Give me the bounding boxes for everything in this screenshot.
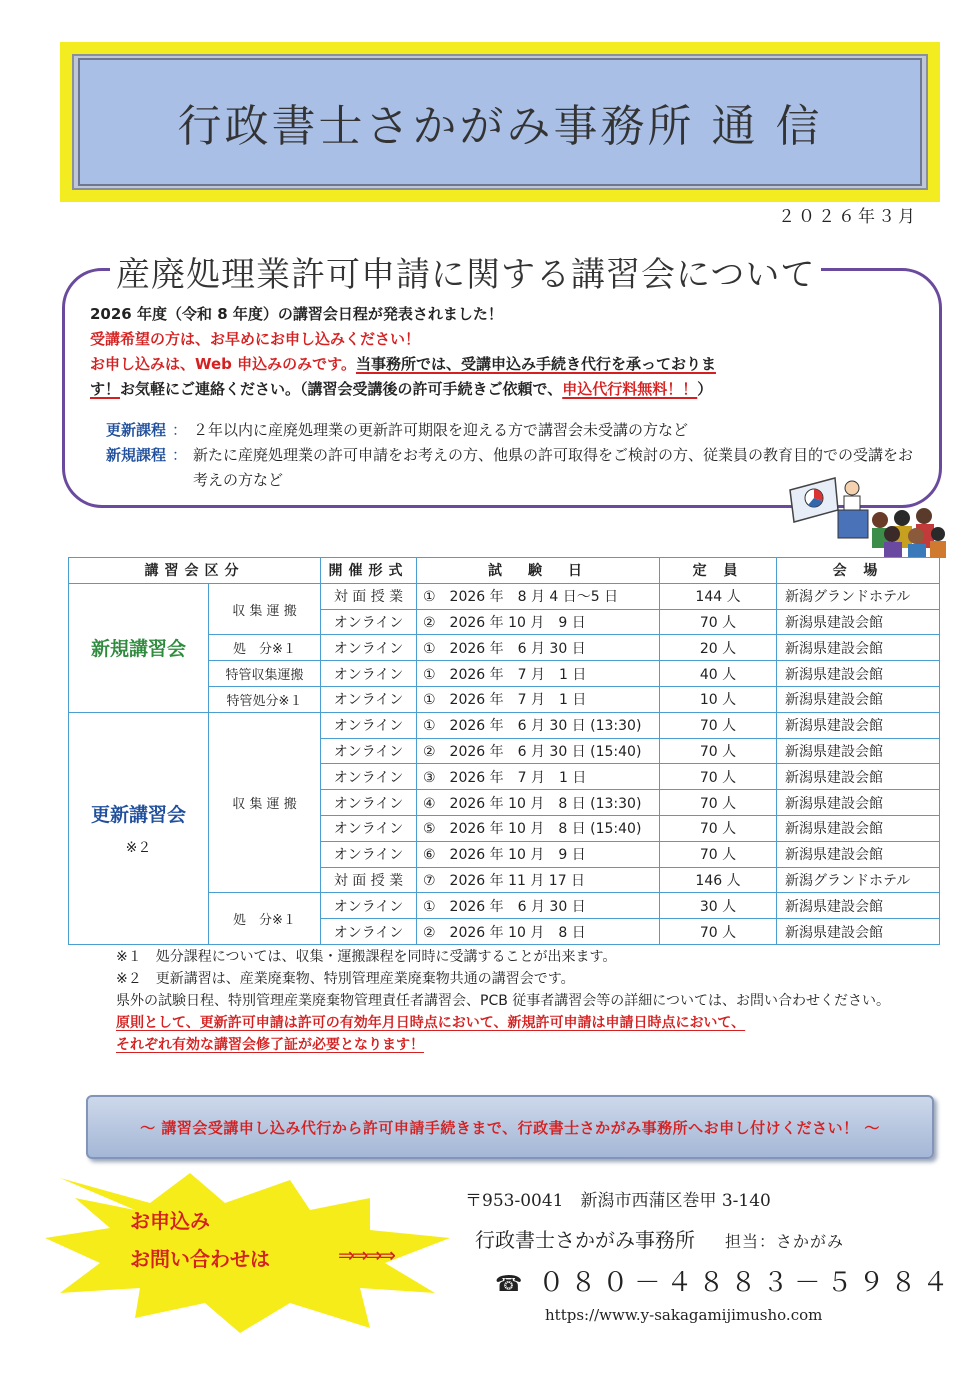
sub-category: 収 集 運 搬 <box>209 712 321 893</box>
format-cell: オンライン <box>321 609 417 635</box>
phone-line <box>495 1262 954 1299</box>
header-panel <box>78 58 922 186</box>
category-renew-note: ※２ <box>125 839 152 856</box>
venue-cell: 新潟グランドホテル <box>777 867 940 893</box>
course-description: ２年以内に産廃処理業の更新許可期限を迎える方で講習会未受講の方など <box>193 421 689 439</box>
capacity-cell: 20 人 <box>660 635 777 661</box>
sub-category: 収 集 運 搬 <box>209 583 321 635</box>
footnote-2: ※２ 更新講習は、産業廃棄物、特別管理産業廃棄物共通の講習会です。 <box>116 971 575 987</box>
sub-category: 特管処分※１ <box>209 686 321 712</box>
main-title: 産廃処理業許可申請に関する講習会について <box>110 247 821 296</box>
venue-cell: 新潟県建設会館 <box>777 893 940 919</box>
capacity-cell: 146 人 <box>660 867 777 893</box>
date-cell: ⑤ 2026 年 10 月 8 日 (15:40) <box>417 815 660 841</box>
venue-cell: 新潟県建設会館 <box>777 686 940 712</box>
header-date: 試 験 日 <box>417 558 660 584</box>
sub-category: 処 分※１ <box>209 893 321 945</box>
capacity-cell: 70 人 <box>660 738 777 764</box>
address: 〒953-0041 新潟市西蒲区巻甲 3-140 <box>465 1191 771 1211</box>
format-cell: オンライン <box>321 815 417 841</box>
capacity-cell: 70 人 <box>660 609 777 635</box>
course-renewal <box>106 418 926 443</box>
header-format: 開催形式 <box>321 558 417 584</box>
contact-block <box>465 1186 955 1324</box>
format-cell: オンライン <box>321 841 417 867</box>
date-cell: ① 2026 年 8 月 4 日～5 日 <box>417 583 660 609</box>
sub-category: 特管収集運搬 <box>209 661 321 687</box>
date-cell: ① 2026 年 6 月 30 日 <box>417 635 660 661</box>
capacity-cell: 70 人 <box>660 841 777 867</box>
proxy-service-text: 当事務所では、受講申込み手続き代行を承っておりま <box>355 355 716 373</box>
callout-apply: お申込み <box>130 1209 210 1233</box>
table-row <box>69 712 940 738</box>
important-notice-2: それぞれ有効な講習会修了証が必要となります！ <box>116 1037 424 1053</box>
footnote-3: 県外の試験日程、特別管理産業廃棄物管理責任者講習会、PCB 従事者講習会等の詳細については、お問い合わせください。 <box>116 993 890 1009</box>
intro-line-4-b: お気軽にご連絡ください。（講習会受講後の許可手続きご依頼で、 <box>120 380 563 398</box>
category-new: 新規講習会 <box>69 583 209 712</box>
capacity-cell: 40 人 <box>660 661 777 687</box>
table-row <box>69 583 940 609</box>
header-capacity: 定 員 <box>660 558 777 584</box>
intro-line-4-end: ） <box>697 380 713 398</box>
footnote-1: ※１ 処分課程については、収集・運搬課程を同時に受講することが出来ます。 <box>116 949 617 965</box>
banner-text: ～ 講習会受講申し込み代行から許可申請手続きまで、行政書士さかがみ事務所へお申し付けください！ ～ <box>140 1118 880 1137</box>
web-only-notice: お申し込みは、Web 申込みのみです。 <box>90 355 356 373</box>
date-cell: ① 2026 年 6 月 30 日 <box>417 893 660 919</box>
format-cell: オンライン <box>321 790 417 816</box>
capacity-cell: 70 人 <box>660 815 777 841</box>
free-fee-notice: 申込代行料無料！！ <box>562 380 698 398</box>
format-cell: オンライン <box>321 764 417 790</box>
course-separator: ： <box>172 446 188 464</box>
venue-cell: 新潟グランドホテル <box>777 583 940 609</box>
venue-cell: 新潟県建設会館 <box>777 764 940 790</box>
date-cell: ⑥ 2026 年 10 月 9 日 <box>417 841 660 867</box>
capacity-cell: 30 人 <box>660 893 777 919</box>
venue-cell: 新潟県建設会館 <box>777 712 940 738</box>
sub-category: 処 分※１ <box>209 635 321 661</box>
date-cell: ① 2026 年 7 月 1 日 <box>417 686 660 712</box>
date-cell: ② 2026 年 6 月 30 日 (15:40) <box>417 738 660 764</box>
footnotes <box>116 946 896 1056</box>
capacity-cell: 70 人 <box>660 764 777 790</box>
date-cell: ② 2026 年 10 月 8 日 <box>417 919 660 945</box>
newsletter-title: 行政書士さかがみ事務所 通 信 <box>177 101 823 152</box>
arrow-icon: ⇒⇒⇒⇒ <box>338 1243 394 1267</box>
date-cell: ① 2026 年 6 月 30 日 (13:30) <box>417 712 660 738</box>
phone-number[interactable]: ０８０－４８８３－５９８４ <box>538 1268 955 1298</box>
capacity-cell: 70 人 <box>660 790 777 816</box>
header-venue: 会 場 <box>777 558 940 584</box>
capacity-cell: 70 人 <box>660 712 777 738</box>
venue-cell: 新潟県建設会館 <box>777 919 940 945</box>
venue-cell: 新潟県建設会館 <box>777 738 940 764</box>
capacity-cell: 10 人 <box>660 686 777 712</box>
office-line <box>475 1224 844 1253</box>
date-cell: ⑦ 2026 年 11 月 17 日 <box>417 867 660 893</box>
format-cell: オンライン <box>321 738 417 764</box>
callout-inquiry: お問い合わせは <box>130 1247 270 1271</box>
format-cell: オンライン <box>321 661 417 687</box>
course-label: 更新課程 <box>106 421 167 439</box>
header-category: 講習会区分 <box>69 558 321 584</box>
category-renew: 更新講習会 ※２ <box>69 712 209 944</box>
schedule-table <box>68 557 940 945</box>
format-cell: 対 面 授 業 <box>321 583 417 609</box>
venue-cell: 新潟県建設会館 <box>777 609 940 635</box>
format-cell: オンライン <box>321 686 417 712</box>
website-url[interactable]: https://www.y-sakagamijimusho.com <box>545 1306 823 1324</box>
intro-line-2: 受講希望の方は、お早めにお申し込みください！ <box>90 330 421 348</box>
service-banner <box>86 1095 934 1159</box>
date-cell: ② 2026 年 10 月 9 日 <box>417 609 660 635</box>
format-cell: オンライン <box>321 893 417 919</box>
venue-cell: 新潟県建設会館 <box>777 790 940 816</box>
intro-line-4 <box>90 377 920 402</box>
date-cell: ④ 2026 年 10 月 8 日 (13:30) <box>417 790 660 816</box>
office-name: 行政書士さかがみ事務所 <box>475 1228 695 1252</box>
phone-icon: ☎ <box>495 1272 529 1297</box>
format-cell: オンライン <box>321 635 417 661</box>
header-plaque <box>60 42 940 202</box>
venue-cell: 新潟県建設会館 <box>777 815 940 841</box>
intro-text <box>90 302 920 402</box>
contact-person: 担当：さかがみ <box>725 1232 845 1251</box>
course-description: 新たに産廃処理業の許可申請をお考えの方、他県の許可取得をご検討の方、従業員の教育目的での受講をお考えの方など <box>193 446 914 489</box>
venue-cell: 新潟県建設会館 <box>777 661 940 687</box>
course-label: 新規課程 <box>106 446 167 464</box>
intro-line-1: 2026 年度（令和 8 年度）の講習会日程が発表されました！ <box>90 305 503 323</box>
date-cell: ③ 2026 年 7 月 1 日 <box>417 764 660 790</box>
format-cell: オンライン <box>321 919 417 945</box>
date-cell: ① 2026 年 7 月 1 日 <box>417 661 660 687</box>
course-separator: ： <box>172 421 188 439</box>
important-notice-1: 原則として、更新許可申請は許可の有効年月日時点において、新規許可申請は申請日時点において、 <box>116 1015 746 1031</box>
format-cell: 対 面 授 業 <box>321 867 417 893</box>
venue-cell: 新潟県建設会館 <box>777 635 940 661</box>
issue-date: ２０２６年３月 <box>778 207 918 227</box>
intro-line-3 <box>90 352 920 377</box>
table-header-row <box>69 558 940 584</box>
lecture-illustration-icon <box>780 470 950 560</box>
format-cell: オンライン <box>321 712 417 738</box>
capacity-cell: 144 人 <box>660 583 777 609</box>
capacity-cell: 70 人 <box>660 919 777 945</box>
intro-line-4-a: す！ <box>90 380 121 398</box>
venue-cell: 新潟県建設会館 <box>777 841 940 867</box>
